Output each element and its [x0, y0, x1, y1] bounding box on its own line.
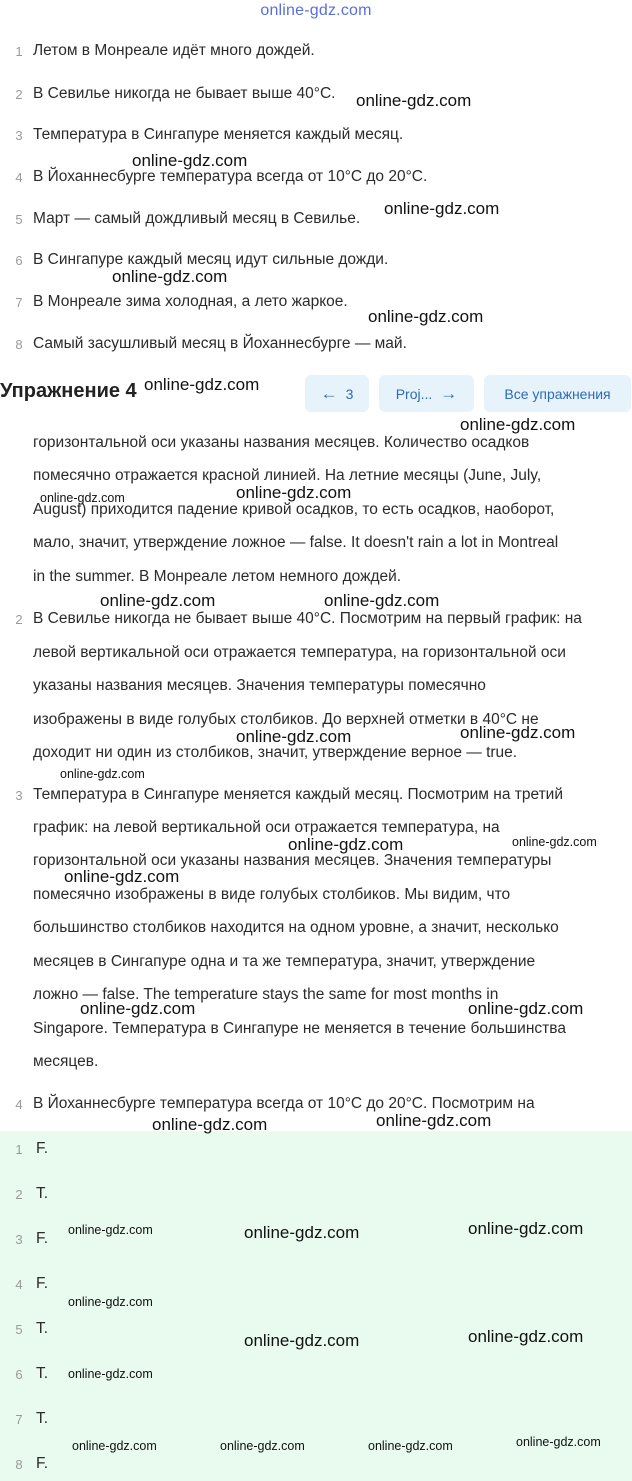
- arrow-left-icon: ←: [320, 383, 338, 403]
- solution-line: мало, значит, утверждение ложное — false. It doesn't rain a lot in Montreal: [33, 534, 559, 551]
- watermark: online-gdz.com: [468, 999, 584, 1018]
- statement-number: 6: [15, 253, 23, 268]
- watermark: online-gdz.com: [72, 1439, 157, 1453]
- statement-text: Самый засушливый месяц в Йоханнесбурге — май.: [33, 335, 407, 352]
- watermark: online-gdz.com: [144, 375, 260, 394]
- statement-text: Летом в Монреале идёт много дождей.: [33, 42, 315, 59]
- watermark: online-gdz.com: [112, 267, 228, 286]
- watermark: online-gdz.com: [40, 491, 125, 505]
- watermark: online-gdz.com: [236, 727, 352, 746]
- statement-text: В Йоханнесбурге температура всегда от 10°С до 20°С.: [33, 168, 428, 185]
- solution-line: Температура в Сингапуре меняется каждый месяц. Посмотрим на третий: [33, 786, 563, 803]
- watermark: online-gdz.com: [516, 1435, 601, 1449]
- solution-line: ложно — false. The temperature stays the same for most months in: [33, 986, 499, 1003]
- watermark: online-gdz.com: [68, 1295, 153, 1309]
- statement-number: 5: [15, 212, 23, 227]
- watermark: online-gdz.com: [60, 767, 145, 781]
- all-exercises-button[interactable]: [484, 375, 631, 412]
- statement-text: В Сингапуре каждый месяц идут сильные дожди.: [33, 251, 389, 268]
- solution-line: указаны названия месяцев. Значения температуры помесячно: [33, 677, 486, 694]
- next-exercise-button[interactable]: [379, 375, 474, 412]
- statement-number: 1: [15, 44, 23, 59]
- watermark: online-gdz.com: [132, 151, 248, 170]
- watermark: online-gdz.com: [288, 835, 404, 854]
- solution-line: August) приходится падение кривой осадков, то есть осадков, наоборот,: [33, 501, 555, 518]
- answer-number: 3: [15, 1232, 23, 1247]
- answer-value: F.: [36, 1275, 49, 1292]
- statement-number: 8: [15, 337, 23, 352]
- statement-number: 3: [15, 128, 23, 143]
- watermark: online-gdz.com: [236, 483, 352, 502]
- solution-line: доходит ни один из столбиков, значит, утверждение верное — true.: [33, 744, 518, 761]
- all-exercises-label: Все упражнения: [504, 385, 611, 402]
- solution-number: 4: [15, 1097, 23, 1112]
- answer-number: 7: [15, 1412, 23, 1427]
- prev-exercise-label: 3: [345, 385, 354, 402]
- answer-number: 6: [15, 1367, 23, 1382]
- solution-line: помесячно изображены в виде голубых столбиков. Мы видим, что: [33, 886, 511, 903]
- watermark: online-gdz.com: [356, 91, 472, 110]
- solution-line: горизонтальной оси указаны названия месяцев. Значения температуры: [33, 852, 552, 869]
- prev-exercise-button[interactable]: [305, 375, 369, 412]
- answer-value: T.: [36, 1365, 49, 1382]
- watermark: online-gdz.com: [244, 1223, 360, 1242]
- watermark: online-gdz.com: [220, 1439, 305, 1453]
- watermark: online-gdz.com: [100, 591, 216, 610]
- answer-number: 2: [15, 1187, 23, 1202]
- site-logo[interactable]: online-gdz.com: [260, 2, 372, 19]
- solution-line: месяцев.: [33, 1053, 99, 1070]
- watermark: online-gdz.com: [64, 867, 180, 886]
- solution-line: график: на левой вертикальной оси отражается температура, на: [33, 819, 500, 836]
- answer-value: F.: [36, 1140, 49, 1157]
- solution-number: 2: [15, 612, 23, 627]
- answer-value: F.: [36, 1455, 49, 1472]
- statement-number: 4: [15, 170, 23, 185]
- solution-line: Singapore. Температура в Сингапуре не меняется в течение большинства: [33, 1020, 566, 1037]
- watermark: online-gdz.com: [384, 199, 500, 218]
- watermark: online-gdz.com: [368, 307, 484, 326]
- solution-line: горизонтальной оси указаны названия месяцев. Количество осадков: [33, 434, 530, 451]
- answer-value: T.: [36, 1410, 49, 1427]
- statement-text: Температура в Сингапуре меняется каждый месяц.: [33, 126, 404, 143]
- statement-text: В Монреале зима холодная, а лето жаркое.: [33, 293, 348, 310]
- answer-number: 4: [15, 1277, 23, 1292]
- arrow-right-icon: →: [440, 383, 458, 403]
- answer-value: T.: [36, 1320, 49, 1337]
- solution-number: 3: [15, 788, 23, 803]
- solution-line: В Севилье никогда не бывает выше 40°С. Посмотрим на первый график: на: [33, 610, 582, 627]
- statement-text: В Севилье никогда не бывает выше 40°C.: [33, 85, 336, 102]
- watermark: online-gdz.com: [368, 1439, 453, 1453]
- watermark: online-gdz.com: [512, 835, 597, 849]
- solution-line: in the summer. В Монреале летом немного дождей.: [33, 568, 402, 585]
- watermark: online-gdz.com: [468, 1219, 584, 1238]
- answer-number: 1: [15, 1142, 23, 1157]
- watermark: online-gdz.com: [152, 1115, 268, 1134]
- answer-value: T.: [36, 1185, 49, 1202]
- watermark: online-gdz.com: [376, 1111, 492, 1130]
- next-exercise-label: Proj...: [395, 385, 433, 402]
- answer-value: F.: [36, 1230, 49, 1247]
- exercise-title: Упражнение 4: [0, 380, 137, 402]
- solution-line: В Йоханнесбурге температура всегда от 10°С до 20°С. Посмотрим на: [33, 1095, 535, 1112]
- answer-number: 5: [15, 1322, 23, 1337]
- statement-number: 7: [15, 295, 23, 310]
- watermark: online-gdz.com: [460, 723, 576, 742]
- watermark: online-gdz.com: [68, 1367, 153, 1381]
- watermark: online-gdz.com: [80, 999, 196, 1018]
- solution-line: помесячно отражается красной линией. На летние месяцы (June, July,: [33, 467, 542, 484]
- answer-number: 8: [15, 1457, 23, 1472]
- watermark: online-gdz.com: [468, 1327, 584, 1346]
- watermark: online-gdz.com: [244, 1331, 360, 1350]
- watermark: online-gdz.com: [324, 591, 440, 610]
- watermark: online-gdz.com: [68, 1223, 153, 1237]
- statement-text: Март — самый дождливый месяц в Севилье.: [33, 210, 361, 227]
- statement-number: 2: [15, 87, 23, 102]
- solution-line: левой вертикальной оси отражается температура, на горизонтальной оси: [33, 644, 566, 661]
- watermark: online-gdz.com: [460, 415, 576, 434]
- solution-line: большинство столбиков находится на одном уровне, а значит, несколько: [33, 919, 559, 936]
- solution-line: изображены в виде голубых столбиков. До верхней отметки в 40°С не: [33, 711, 539, 728]
- solution-line: месяцев в Сингапуре одна и та же температура, значит, утверждение: [33, 953, 536, 970]
